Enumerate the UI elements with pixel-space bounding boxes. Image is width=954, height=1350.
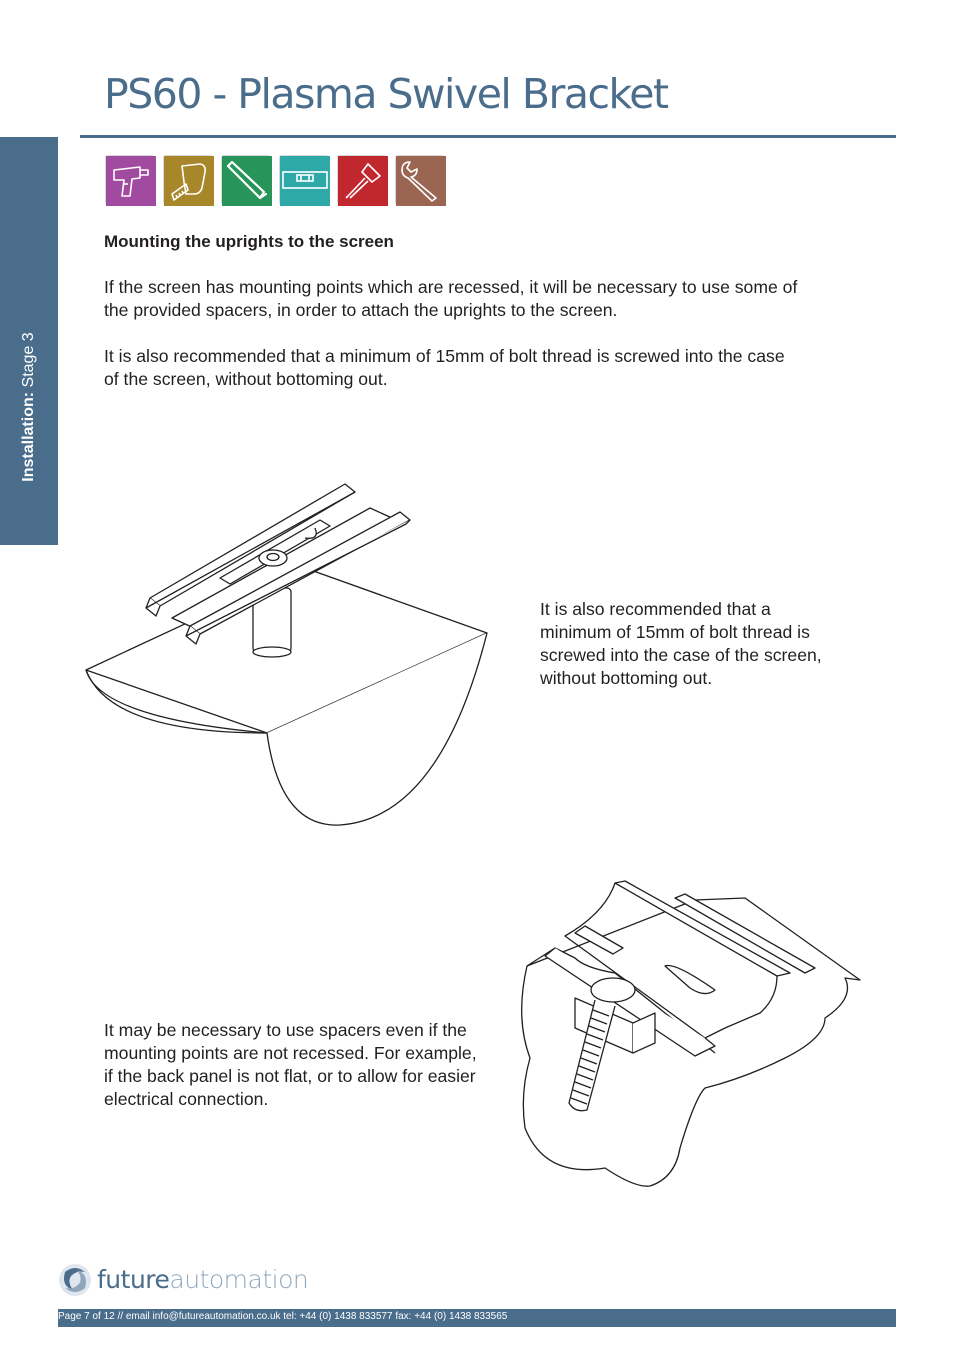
section-side-tab — [0, 137, 58, 545]
future-automation-logo — [57, 1262, 317, 1300]
spanner-icon — [395, 155, 445, 205]
section-heading: Mounting the uprights to the screen — [104, 232, 394, 251]
logo-mark-icon — [57, 1262, 93, 1298]
drill-icon — [105, 155, 155, 205]
upright-mounting-diagram — [80, 478, 500, 830]
logo-text-future: future — [97, 1265, 170, 1294]
section-side-label — [20, 332, 38, 481]
spacer-mounting-diagram — [515, 878, 870, 1193]
screwdriver-icon — [337, 155, 387, 205]
tape-measure-icon — [163, 155, 213, 205]
figure-1-caption: It is also recommended that a minimum of 15mm of bolt thread is screwed into the case of the screen, without bottoming out. — [540, 599, 822, 688]
intro-paragraph: If the screen has mounting points which are recessed, it will be necessary to use some of the provided spacers, in order to attach the uprights to the screen. — [104, 277, 798, 320]
allen-key-icon — [221, 155, 271, 205]
bolt-thread-paragraph: It is also recommended that a minimum of 15mm of bolt thread is screwed into the case of the screen, without bottoming out. — [104, 346, 785, 389]
logo-text-automation: automation — [169, 1265, 309, 1294]
figure-2-caption: It may be necessary to use spacers even if the mounting points are not recessed. For example, if the back panel is not flat, or to allow for easier electrical connection. — [104, 1020, 477, 1109]
side-label-bold: Installation: — [20, 391, 37, 482]
spirit-level-icon — [279, 155, 329, 205]
footer-contact-text: Page 7 of 12 // email info@futureautomation.co.uk tel: +44 (0) 1438 833577 fax: +44 (0) 1438 833565 — [58, 1311, 508, 1322]
footer-bar — [58, 1309, 896, 1327]
side-label-stage: Stage 3 — [20, 332, 37, 392]
page-title: PS60 - Plasma Swivel Bracket — [104, 70, 668, 118]
title-divider — [80, 135, 896, 138]
